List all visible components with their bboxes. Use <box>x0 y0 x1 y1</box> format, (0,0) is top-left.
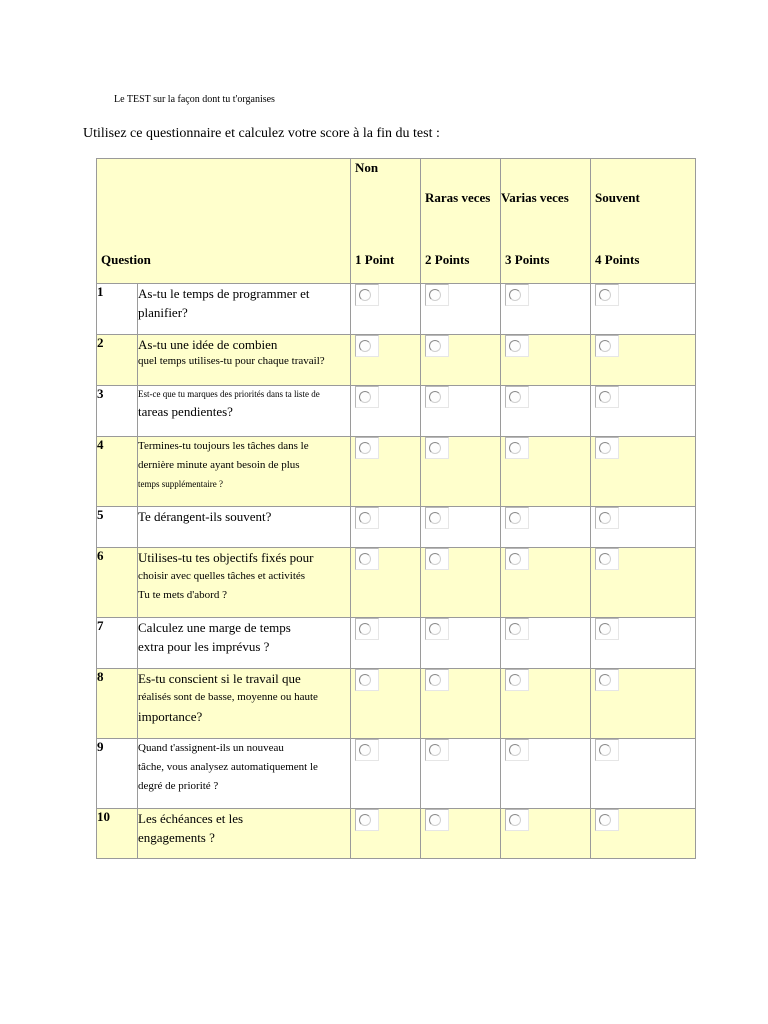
header-col-3-label: Varias veces <box>501 190 569 205</box>
radio-circle-icon <box>599 289 611 301</box>
option-cell <box>591 548 696 618</box>
radio-option-3[interactable] <box>505 669 529 691</box>
question-text <box>138 809 351 859</box>
radio-option-3[interactable] <box>505 507 529 529</box>
question-line: importance? <box>138 709 203 724</box>
radio-circle-icon <box>509 744 521 756</box>
option-cell <box>421 669 501 739</box>
radio-circle-icon <box>509 442 521 454</box>
header-question-cell <box>97 159 351 284</box>
radio-circle-icon <box>509 674 521 686</box>
radio-circle-icon <box>599 512 611 524</box>
option-cell <box>501 335 591 386</box>
option-cell <box>421 809 501 859</box>
radio-circle-icon <box>429 289 441 301</box>
radio-circle-icon <box>599 442 611 454</box>
question-number: 4 <box>97 437 138 507</box>
header-col-2-points: 2 Points <box>425 252 470 267</box>
option-cell <box>501 284 591 335</box>
question-line: Utilises-tu tes objectifs fixés pour <box>138 550 314 565</box>
option-cell <box>351 386 421 437</box>
radio-option-1[interactable] <box>355 386 379 408</box>
option-cell <box>351 809 421 859</box>
question-line: Est-ce que tu marques des priorités dans ta liste de <box>138 389 320 399</box>
radio-option-2[interactable] <box>425 548 449 570</box>
table-row <box>97 284 696 335</box>
radio-option-2[interactable] <box>425 618 449 640</box>
table-row <box>97 618 696 669</box>
question-number: 9 <box>97 739 138 809</box>
question-line: engagements ? <box>138 830 215 845</box>
header-col-4 <box>591 159 696 284</box>
radio-circle-icon <box>509 623 521 635</box>
question-number: 6 <box>97 548 138 618</box>
question-line: As-tu le temps de programmer et <box>138 286 310 301</box>
radio-circle-icon <box>359 623 371 635</box>
question-line: Tu te mets d'abord ? <box>138 589 227 601</box>
radio-option-2[interactable] <box>425 335 449 357</box>
radio-circle-icon <box>359 340 371 352</box>
radio-circle-icon <box>599 340 611 352</box>
header-col-4-label: Souvent <box>595 190 640 205</box>
document-title: Le TEST sur la façon dont tu t'organises <box>114 94 275 105</box>
radio-circle-icon <box>599 674 611 686</box>
question-line: temps supplémentaire ? <box>138 479 223 489</box>
option-cell <box>421 437 501 507</box>
radio-option-2[interactable] <box>425 669 449 691</box>
radio-circle-icon <box>429 340 441 352</box>
option-cell <box>501 386 591 437</box>
radio-circle-icon <box>599 391 611 403</box>
question-line: dernière minute ayant besoin de plus <box>138 459 300 471</box>
radio-circle-icon <box>509 289 521 301</box>
question-number: 5 <box>97 507 138 548</box>
question-number: 8 <box>97 669 138 739</box>
radio-option-3[interactable] <box>505 437 529 459</box>
radio-option-3[interactable] <box>505 386 529 408</box>
question-text <box>138 335 351 386</box>
radio-circle-icon <box>359 289 371 301</box>
radio-option-1[interactable] <box>355 507 379 529</box>
option-cell <box>421 386 501 437</box>
radio-circle-icon <box>509 553 521 565</box>
header-col-2 <box>421 159 501 284</box>
option-cell <box>351 739 421 809</box>
option-cell <box>351 618 421 669</box>
question-number: 2 <box>97 335 138 386</box>
option-cell <box>591 739 696 809</box>
question-column-header: Question <box>101 252 151 267</box>
radio-circle-icon <box>429 623 441 635</box>
option-cell <box>501 507 591 548</box>
radio-option-1[interactable] <box>355 335 379 357</box>
option-cell <box>591 618 696 669</box>
question-line: As-tu une idée de combien <box>138 337 278 352</box>
question-line: Les échéances et les <box>138 811 244 826</box>
radio-circle-icon <box>429 512 441 524</box>
radio-circle-icon <box>429 814 441 826</box>
option-cell <box>501 739 591 809</box>
radio-option-3[interactable] <box>505 739 529 761</box>
question-line: Termines-tu toujours les tâches dans le <box>138 440 309 452</box>
option-cell <box>421 548 501 618</box>
table-row <box>97 507 696 548</box>
question-text <box>138 739 351 809</box>
question-line: Te dérangent-ils souvent? <box>138 509 272 524</box>
option-cell <box>421 618 501 669</box>
radio-circle-icon <box>599 553 611 565</box>
radio-option-3[interactable] <box>505 335 529 357</box>
option-cell <box>421 284 501 335</box>
question-number: 3 <box>97 386 138 437</box>
option-cell <box>591 669 696 739</box>
option-cell <box>591 809 696 859</box>
radio-circle-icon <box>359 553 371 565</box>
question-line: quel temps utilises-tu pour chaque travail? <box>138 355 325 367</box>
question-line: réalisés sont de basse, moyenne ou haute <box>138 691 318 703</box>
option-cell <box>351 335 421 386</box>
radio-option-2[interactable] <box>425 437 449 459</box>
radio-option-3[interactable] <box>505 618 529 640</box>
question-line: Quand t'assignent-ils un nouveau <box>138 742 284 754</box>
question-text <box>138 386 351 437</box>
radio-circle-icon <box>359 744 371 756</box>
option-cell <box>421 335 501 386</box>
questionnaire-table <box>96 158 696 859</box>
radio-option-4[interactable] <box>595 437 619 459</box>
radio-option-3[interactable] <box>505 809 529 831</box>
radio-option-1[interactable] <box>355 669 379 691</box>
radio-option-3[interactable] <box>505 548 529 570</box>
option-cell <box>591 437 696 507</box>
option-cell <box>351 669 421 739</box>
question-number: 10 <box>97 809 138 859</box>
option-cell <box>591 284 696 335</box>
radio-option-4[interactable] <box>595 548 619 570</box>
radio-circle-icon <box>599 744 611 756</box>
radio-option-3[interactable] <box>505 284 529 306</box>
radio-option-4[interactable] <box>595 739 619 761</box>
radio-circle-icon <box>429 744 441 756</box>
option-cell <box>501 548 591 618</box>
radio-option-1[interactable] <box>355 437 379 459</box>
header-col-4-points: 4 Points <box>595 252 640 267</box>
radio-option-1[interactable] <box>355 739 379 761</box>
question-text <box>138 284 351 335</box>
table-row <box>97 669 696 739</box>
question-line: extra pour les imprévus ? <box>138 639 270 654</box>
option-cell <box>351 284 421 335</box>
option-cell <box>501 437 591 507</box>
radio-option-2[interactable] <box>425 386 449 408</box>
option-cell <box>421 739 501 809</box>
radio-circle-icon <box>429 674 441 686</box>
radio-circle-icon <box>509 814 521 826</box>
header-col-3 <box>501 159 591 284</box>
header-col-1-label: Non <box>355 160 379 175</box>
question-line: Calculez une marge de temps <box>138 620 291 635</box>
radio-circle-icon <box>359 391 371 403</box>
option-cell <box>591 507 696 548</box>
radio-circle-icon <box>429 553 441 565</box>
question-text <box>138 669 351 739</box>
radio-circle-icon <box>509 391 521 403</box>
radio-option-1[interactable] <box>355 548 379 570</box>
radio-option-2[interactable] <box>425 809 449 831</box>
radio-option-4[interactable] <box>595 507 619 529</box>
header-row <box>97 159 696 284</box>
option-cell <box>501 618 591 669</box>
radio-circle-icon <box>509 340 521 352</box>
radio-option-4[interactable] <box>595 809 619 831</box>
question-number: 7 <box>97 618 138 669</box>
question-line: tâche, vous analysez automatiquement le <box>138 761 318 773</box>
table-row <box>97 437 696 507</box>
radio-option-4[interactable] <box>595 618 619 640</box>
table-row <box>97 386 696 437</box>
question-text <box>138 507 351 548</box>
radio-option-4[interactable] <box>595 386 619 408</box>
question-line: choisir avec quelles tâches et activités <box>138 570 306 582</box>
table-row <box>97 548 696 618</box>
radio-option-1[interactable] <box>355 284 379 306</box>
radio-option-2[interactable] <box>425 284 449 306</box>
radio-option-2[interactable] <box>425 507 449 529</box>
table-row <box>97 809 696 859</box>
table-row <box>97 739 696 809</box>
radio-circle-icon <box>359 512 371 524</box>
radio-circle-icon <box>599 623 611 635</box>
option-cell <box>501 809 591 859</box>
option-cell <box>351 548 421 618</box>
radio-circle-icon <box>429 391 441 403</box>
table-row <box>97 335 696 386</box>
question-line: degré de priorité ? <box>138 780 219 792</box>
question-number: 1 <box>97 284 138 335</box>
option-cell <box>351 507 421 548</box>
header-col-1 <box>351 159 421 284</box>
radio-circle-icon <box>509 512 521 524</box>
radio-circle-icon <box>359 814 371 826</box>
option-cell <box>351 437 421 507</box>
header-col-3-points: 3 Points <box>505 252 550 267</box>
question-text <box>138 437 351 507</box>
question-text <box>138 618 351 669</box>
header-col-2-label: Raras veces <box>425 190 491 205</box>
option-cell <box>591 335 696 386</box>
option-cell <box>421 507 501 548</box>
radio-circle-icon <box>599 814 611 826</box>
question-line: tareas pendientes? <box>138 404 233 419</box>
question-line: Es-tu conscient si le travail que <box>138 671 301 686</box>
question-text <box>138 548 351 618</box>
radio-option-4[interactable] <box>595 669 619 691</box>
option-cell <box>591 386 696 437</box>
header-col-1-points: 1 Point <box>355 252 395 267</box>
question-line: planifier? <box>138 305 188 320</box>
radio-option-4[interactable] <box>595 335 619 357</box>
radio-option-1[interactable] <box>355 809 379 831</box>
radio-option-2[interactable] <box>425 739 449 761</box>
radio-option-1[interactable] <box>355 618 379 640</box>
option-cell <box>501 669 591 739</box>
instructions-text: Utilisez ce questionnaire et calculez votre score à la fin du test : <box>83 126 440 141</box>
radio-circle-icon <box>429 442 441 454</box>
radio-circle-icon <box>359 674 371 686</box>
radio-circle-icon <box>359 442 371 454</box>
radio-option-4[interactable] <box>595 284 619 306</box>
